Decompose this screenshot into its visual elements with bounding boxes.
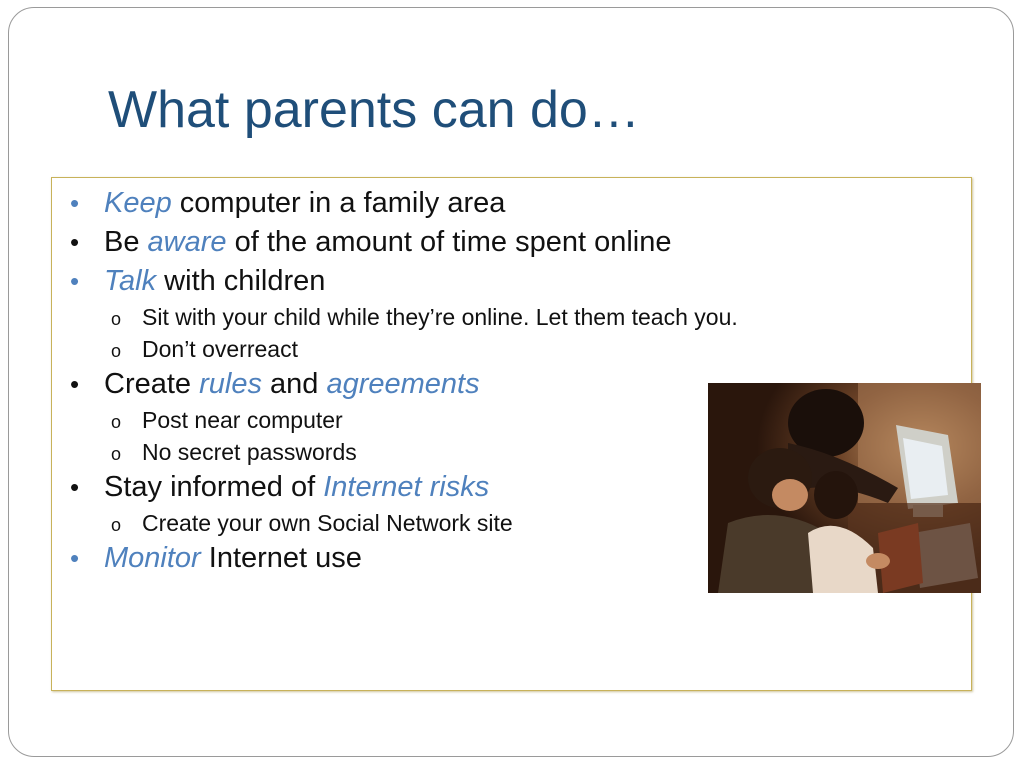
list-item-monitor: [70, 539, 738, 578]
item-text: Internet use: [200, 542, 362, 574]
emphasis-text: aware: [147, 226, 227, 258]
sub-bullet: o: [111, 444, 122, 464]
sub-bullet: o: [111, 412, 122, 432]
bullet-list: [70, 184, 738, 578]
list-item-rules: [70, 365, 738, 404]
sub-list: [70, 507, 738, 539]
sub-item: [70, 301, 738, 333]
sub-item: [70, 404, 738, 436]
bullet: •: [70, 472, 80, 502]
bullet: •: [70, 266, 80, 296]
sub-bullet: o: [111, 309, 122, 329]
sub-item: [70, 507, 738, 539]
bullet: •: [70, 369, 80, 399]
sub-item: [70, 436, 738, 468]
sub-item-text: Don’t overreact: [142, 336, 298, 362]
sub-item-text: Create your own Social Network site: [142, 510, 513, 536]
sub-bullet: o: [111, 341, 122, 361]
list-item-keep: [70, 184, 738, 223]
emphasis-text: agreements: [326, 368, 480, 400]
emphasis-text: Talk: [104, 265, 157, 297]
bullet: •: [70, 543, 80, 573]
sub-list: [70, 301, 738, 365]
photo-illustration: [708, 383, 981, 593]
item-text: with children: [156, 265, 326, 297]
sub-item-text: Post near computer: [142, 407, 343, 433]
item-text: and: [261, 368, 327, 400]
sub-item: [70, 333, 738, 365]
bullet: •: [70, 188, 80, 218]
emphasis-text: Keep: [104, 187, 172, 219]
sub-list: [70, 404, 738, 468]
list-item-informed: [70, 468, 738, 507]
sub-bullet: o: [111, 515, 122, 535]
list-item-talk: [70, 262, 738, 301]
sub-item-text: No secret passwords: [142, 439, 357, 465]
sub-item-text: Sit with your child while they’re online. Let them teach you.: [142, 304, 738, 330]
item-text: Be: [104, 226, 148, 258]
item-text: Create: [104, 368, 200, 400]
item-text: computer in a family area: [171, 187, 506, 219]
emphasis-text: Monitor: [104, 542, 201, 574]
list-item-aware: [70, 223, 738, 262]
family-computer-photo: [708, 383, 981, 593]
item-text: Stay informed of: [104, 471, 324, 503]
bullet: •: [70, 227, 80, 257]
emphasis-text: Internet risks: [323, 471, 490, 503]
emphasis-text: rules: [199, 368, 262, 400]
slide-title: What parents can do…: [108, 81, 640, 139]
item-text: of the amount of time spent online: [226, 226, 672, 258]
